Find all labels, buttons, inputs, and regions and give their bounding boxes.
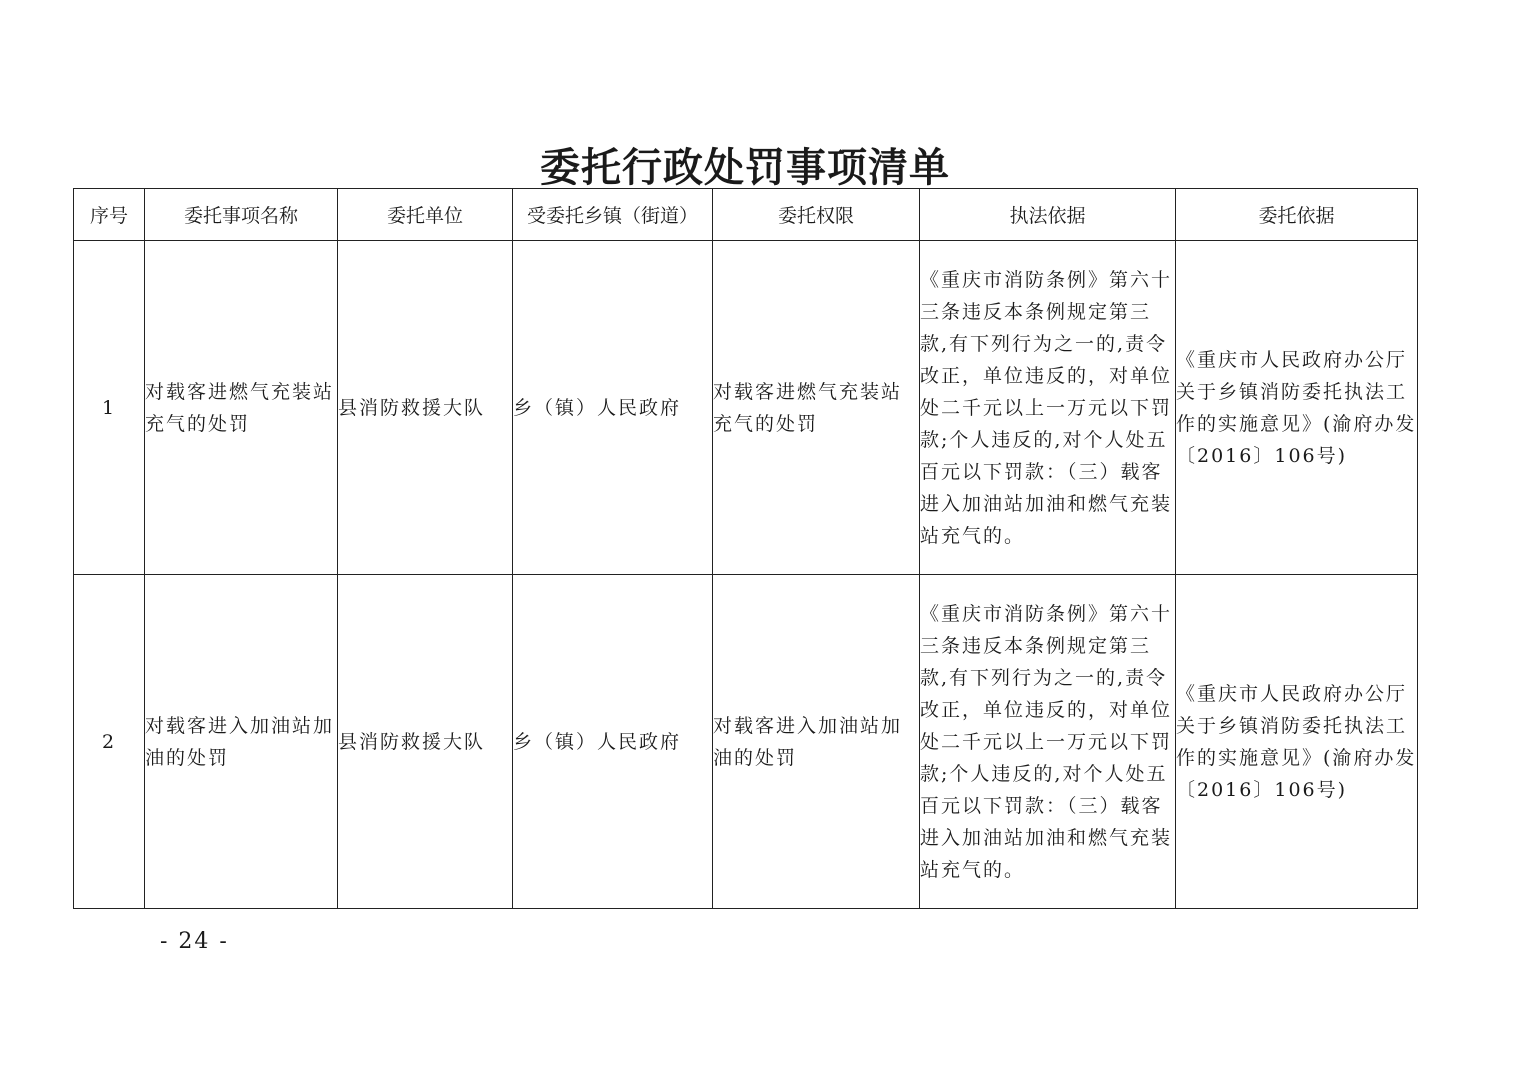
cell-delegating-unit: 县消防救援大队 bbox=[338, 575, 513, 909]
cell-delegation-basis: 《重庆市人民政府办公厅关于乡镇消防委托执法工作的实施意见》(渝府办发〔2016〕106号) bbox=[1176, 241, 1418, 575]
header-item-name: 委托事项名称 bbox=[145, 189, 338, 241]
header-legal-basis: 执法依据 bbox=[920, 189, 1176, 241]
header-delegating-unit: 委托单位 bbox=[338, 189, 513, 241]
cell-legal-basis: 《重庆市消防条例》第六十三条违反本条例规定第三款,有下列行为之一的,责令改正，单位违反的，对单位处二千元以上一万元以下罚款;个人违反的,对个人处五百元以下罚款：（三）载客进入加油站加油和燃气充装站充气的。 bbox=[920, 575, 1176, 909]
cell-authority: 对载客进入加油站加油的处罚 bbox=[713, 575, 920, 909]
header-delegated-town: 受委托乡镇（街道） bbox=[513, 189, 713, 241]
header-authority: 委托权限 bbox=[713, 189, 920, 241]
table-header-row bbox=[74, 189, 1418, 241]
cell-authority: 对载客进燃气充装站充气的处罚 bbox=[713, 241, 920, 575]
cell-item-name: 对载客进燃气充装站充气的处罚 bbox=[145, 241, 338, 575]
table-row bbox=[74, 575, 1418, 909]
delegated-penalty-table bbox=[73, 188, 1418, 909]
cell-delegated-town: 乡（镇）人民政府 bbox=[513, 241, 713, 575]
cell-legal-basis: 《重庆市消防条例》第六十三条违反本条例规定第三款,有下列行为之一的,责令改正，单位违反的，对单位处二千元以上一万元以下罚款;个人违反的,对个人处五百元以下罚款：（三）载客进入加油站加油和燃气充装站充气的。 bbox=[920, 241, 1176, 575]
cell-no: 1 bbox=[74, 241, 145, 575]
cell-delegation-basis: 《重庆市人民政府办公厅关于乡镇消防委托执法工作的实施意见》(渝府办发〔2016〕106号) bbox=[1176, 575, 1418, 909]
cell-item-name: 对载客进入加油站加油的处罚 bbox=[145, 575, 338, 909]
header-delegation-basis: 委托依据 bbox=[1176, 189, 1418, 241]
header-no: 序号 bbox=[74, 189, 145, 241]
cell-delegated-town: 乡（镇）人民政府 bbox=[513, 575, 713, 909]
cell-delegating-unit: 县消防救援大队 bbox=[338, 241, 513, 575]
cell-no: 2 bbox=[74, 575, 145, 909]
page-number: - 24 - bbox=[160, 929, 229, 954]
table-row bbox=[74, 241, 1418, 575]
page-title: 委托行政处罚事项清单 bbox=[540, 144, 950, 191]
